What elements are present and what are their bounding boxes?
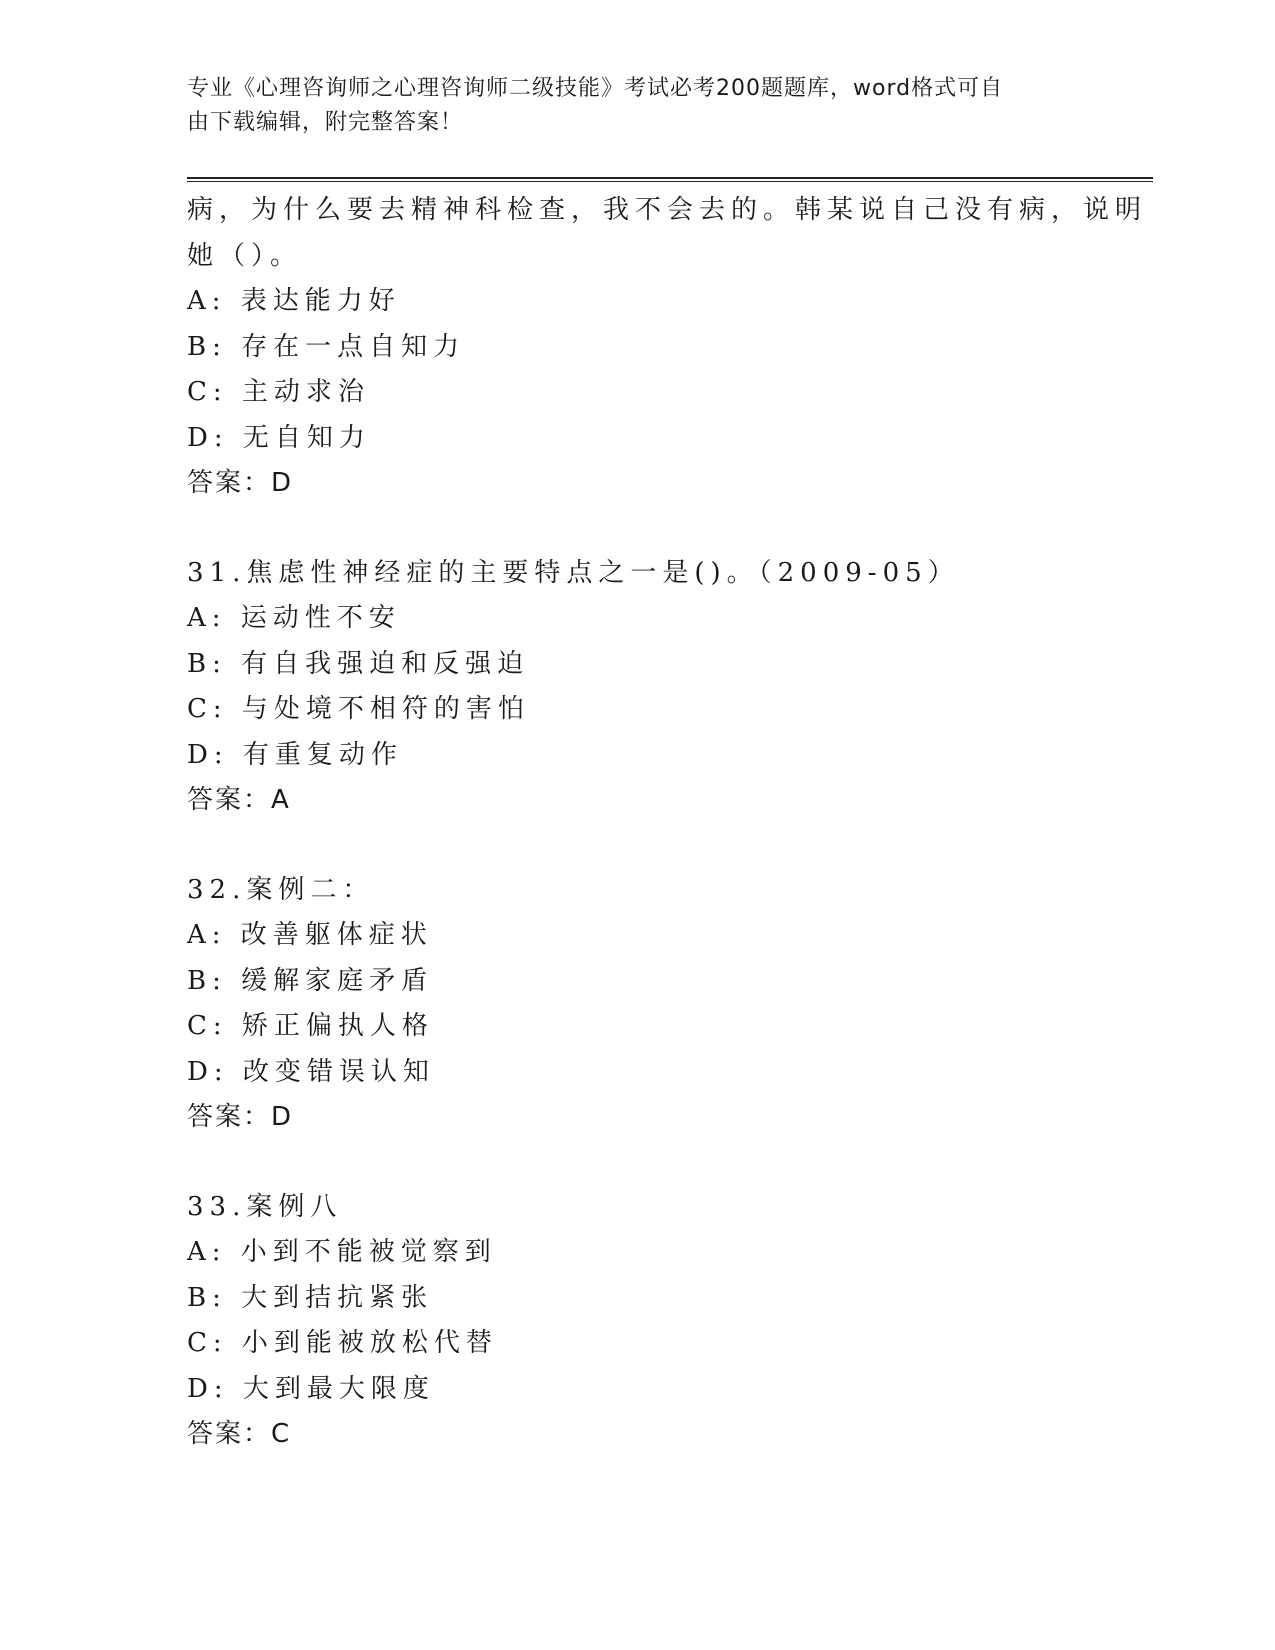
option-b: B: 有自我强迫和反强迫 [187,648,530,679]
page-header [187,72,1067,140]
option-d: D: 改变错误认知 [187,1056,435,1087]
option-c: C: 矫正偏执人格 [187,1011,434,1041]
option-d: D: 有重复动作 [187,739,403,770]
header-line-2: 由下载编辑，附完整答案！ [187,110,464,135]
option-a: A: 运动性不安 [187,603,401,633]
option-c: C: 主动求治 [187,377,370,407]
question-32 [187,868,1087,1141]
option-a: A: 小到不能被觉察到 [187,1237,497,1267]
option-b: B: 缓解家庭矛盾 [187,965,434,996]
question-stem: 31.焦虑性神经症的主要特点之一是()。（2009-05） [187,557,960,588]
header-line-1: 专业《心理咨询师之心理咨询师二级技能》考试必考200题题库，word格式可自 [187,76,1004,101]
option-d: D: 无自知力 [187,422,371,453]
option-a: A: 表达能力好 [187,286,401,316]
option-c: C: 与处境不相符的害怕 [187,694,530,724]
answer-label: 答案：C [187,1419,292,1449]
option-b: B: 大到拮抗紧张 [187,1282,434,1313]
answer-label: 答案：D [187,468,294,498]
question-31 [187,551,1087,824]
answer-label: 答案：A [187,785,291,815]
question-stem: 她（）。 [187,240,303,271]
option-a: A: 改善躯体症状 [187,920,433,950]
option-b: B: 存在一点自知力 [187,331,466,362]
question-stem: 病，为什么要去精神科检查，我不会去的。韩某说自己没有病，说明 [187,195,1148,225]
question-stem: 33.案例八 [187,1191,343,1222]
option-d: D: 大到最大限度 [187,1373,435,1404]
question-stem: 32.案例二： [187,874,375,905]
option-c: C: 小到能被放松代替 [187,1328,498,1358]
question-list [187,188,1148,1458]
answer-label: 答案：D [187,1102,294,1132]
question-30 [187,188,1148,507]
question-33 [187,1185,1087,1458]
header-divider [187,177,1153,182]
